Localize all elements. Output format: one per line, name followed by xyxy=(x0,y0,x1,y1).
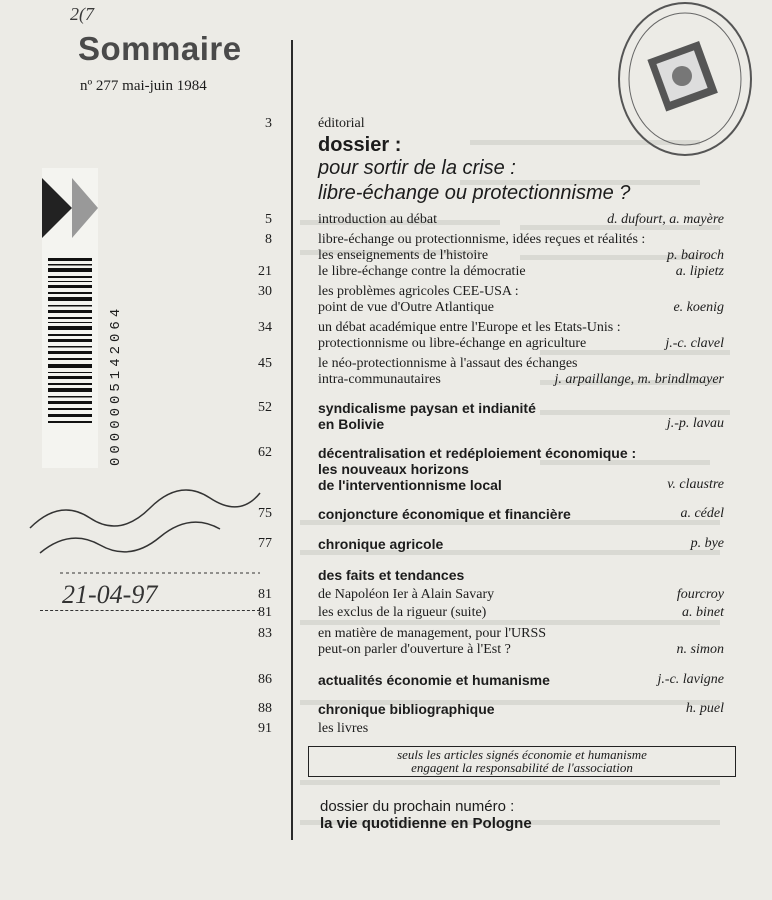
entry-page-number: 45 xyxy=(258,356,272,371)
notice-line1: seuls les articles signés économie et humanisme xyxy=(397,747,647,762)
entry-author: a. binet xyxy=(682,605,724,620)
entry-author: j.-c. clavel xyxy=(665,336,724,351)
entry-author: a. cédel xyxy=(680,506,724,521)
entry-author: a. lipietz xyxy=(675,264,724,279)
entry-page-number: 8 xyxy=(265,232,272,247)
issue-info: nº 277 mai-juin 1984 xyxy=(80,78,207,94)
entry-title-line: chronique bibliographique xyxy=(318,701,495,717)
entry-author: v. claustre xyxy=(667,477,724,492)
table-of-contents-page: 2(7 Sommaire nº 277 mai-juin 1984 0000005142064 21-04-97 3 éditorial dossier : pour sortir de la crise : libre-échange ou protectionnisme ? 5 introduction au débat d. dufourt, a. mayère 8 libre-échange ou protectionnisme, idées reçues et réalités : les enseignements de l'histoire p. bairoch 21 le libre-échange contre la démocratie a. lipietz 30 les problèmes agricoles CEE-USA : point de vue d'Outre Atlantique e. koenig 34 un débat académique entre l'Europe et les Etats-Unis : protectionnisme ou libre-échange en agriculture j.-c. clavel 45 le néo-protectionnisme à l'assaut des échanges intra-communautaires j. arpaillange, m. brindlmayer 52 syndicalisme paysan et indianité en Bolivie j.-p. lavau 62 décentralisation et redéploiement économique : les nouveaux horizons de l'interventionnisme local v. claustre 75 conjoncture économique et financière a. cédel 77 chronique agricole p. bye 81 de Napoléon Ier à Alain Savary fourcroy 81 les exclus de la rigueur (suite) a. binet 83 en matière de management, pour l'URSS peut-on parler d'ouverture à l'Est ? n. simon 86 actualités économie et humanisme j.-c. lavigne 88 chronique bibliographique h. puel 91 les livres des faits et tendances seuls les articles signés économie et humanisme engagent la responsabilité de l'association dossier du prochain numéro : la vie quotidienne en Pologne xyxy=(0,0,772,900)
entry-page-number: 75 xyxy=(258,506,272,521)
entry-title-line: le néo-protectionnisme à l'assaut des échanges xyxy=(318,356,578,371)
entry-title-line: en matière de management, pour l'URSS xyxy=(318,626,547,641)
responsibility-notice xyxy=(308,746,736,777)
entry-author: e. koenig xyxy=(673,300,724,315)
column-divider xyxy=(291,40,293,840)
entry-title-line: les enseignements de l'histoire xyxy=(318,248,489,263)
dossier-subtitle-line2: libre-échange ou protectionnisme ? xyxy=(318,182,631,204)
entry-title-line: peut-on parler d'ouverture à l'Est ? xyxy=(318,642,511,657)
barcode-icon xyxy=(42,168,98,468)
entry-title-line: intra-communautaires xyxy=(318,372,441,387)
entry-author: n. simon xyxy=(676,642,724,657)
entry-author: p. bye xyxy=(690,536,724,551)
entry-title-line: les exclus de la rigueur (suite) xyxy=(318,605,487,620)
ink-annotation xyxy=(20,468,270,578)
entry-page-number: 88 xyxy=(258,701,272,716)
entry-title-line: chronique agricole xyxy=(318,536,444,552)
entry-author: d. dufourt, a. mayère xyxy=(607,212,724,227)
dossier-subtitle xyxy=(318,156,630,206)
entry-page-number: 52 xyxy=(258,400,272,415)
entry-title-line: décentralisation et redéploiement économique : xyxy=(318,445,637,461)
handwritten-date: 21-04-97 xyxy=(62,580,158,609)
dossier-subtitle-line1: pour sortir de la crise : xyxy=(318,157,516,179)
library-seal-stamp xyxy=(618,2,752,156)
dossier-heading: dossier : xyxy=(318,134,402,156)
faits-heading: des faits et tendances xyxy=(318,567,465,583)
entry-author: j. arpaillange, m. brindlmayer xyxy=(554,372,724,387)
entry-page-number: 5 xyxy=(265,212,272,227)
entry-page-number: 77 xyxy=(258,536,272,551)
entry-title-line: de l'interventionnisme local xyxy=(318,477,502,493)
entry-title-line: libre-échange ou protectionnisme, idées reçues et réalités : xyxy=(318,232,646,247)
entry-page-number: 86 xyxy=(258,672,272,687)
entry-title-line: actualités économie et humanisme xyxy=(318,672,550,688)
entry-page-number: 83 xyxy=(258,626,272,641)
entry-title-line: conjoncture économique et financière xyxy=(318,506,571,522)
entry-title-line: en Bolivie xyxy=(318,416,385,432)
entry-page-number: 81 xyxy=(258,587,272,602)
handwritten-code: 2(7 xyxy=(70,4,94,24)
entry-title-line: introduction au débat xyxy=(318,212,437,227)
entry-title-line: protectionnisme ou libre-échange en agriculture xyxy=(318,336,587,351)
entry-page-number: 62 xyxy=(258,445,272,460)
entry-page-number: 21 xyxy=(258,264,272,279)
entry-page-number: 91 xyxy=(258,721,272,736)
entry-author: p. bairoch xyxy=(666,248,724,263)
entry-title-line: point de vue d'Outre Atlantique xyxy=(318,300,494,315)
entry-title-line: les nouveaux horizons xyxy=(318,461,469,477)
entry-title-line: un débat académique entre l'Europe et les Etats-Unis : xyxy=(318,320,621,335)
editorial-label: éditorial xyxy=(318,116,365,131)
notice-line2: engagent la responsabilité de l'association xyxy=(411,760,633,775)
page-title: Sommaire xyxy=(78,30,242,67)
entry-author: j.-c. lavigne xyxy=(657,672,724,687)
entry-title-line: syndicalisme paysan et indianité xyxy=(318,400,536,416)
entry-author: h. puel xyxy=(685,701,724,716)
entry-title-line: les livres xyxy=(318,721,369,736)
entry-title-line: de Napoléon Ier à Alain Savary xyxy=(318,587,495,602)
entry-page-number: 30 xyxy=(258,284,272,299)
entry-page-number: 34 xyxy=(258,320,272,335)
barcode-sticker xyxy=(42,168,98,468)
editorial-page: 3 xyxy=(265,116,272,131)
next-issue-title: la vie quotidienne en Pologne xyxy=(320,815,532,832)
entry-page-number: 81 xyxy=(258,605,272,620)
entry-author: j.-p. lavau xyxy=(666,416,724,431)
entry-author: fourcroy xyxy=(676,587,724,602)
entry-title-line: le libre-échange contre la démocratie xyxy=(318,264,526,279)
entry-title-line: les problèmes agricoles CEE-USA : xyxy=(318,284,519,299)
next-issue-label: dossier du prochain numéro : xyxy=(320,798,515,815)
